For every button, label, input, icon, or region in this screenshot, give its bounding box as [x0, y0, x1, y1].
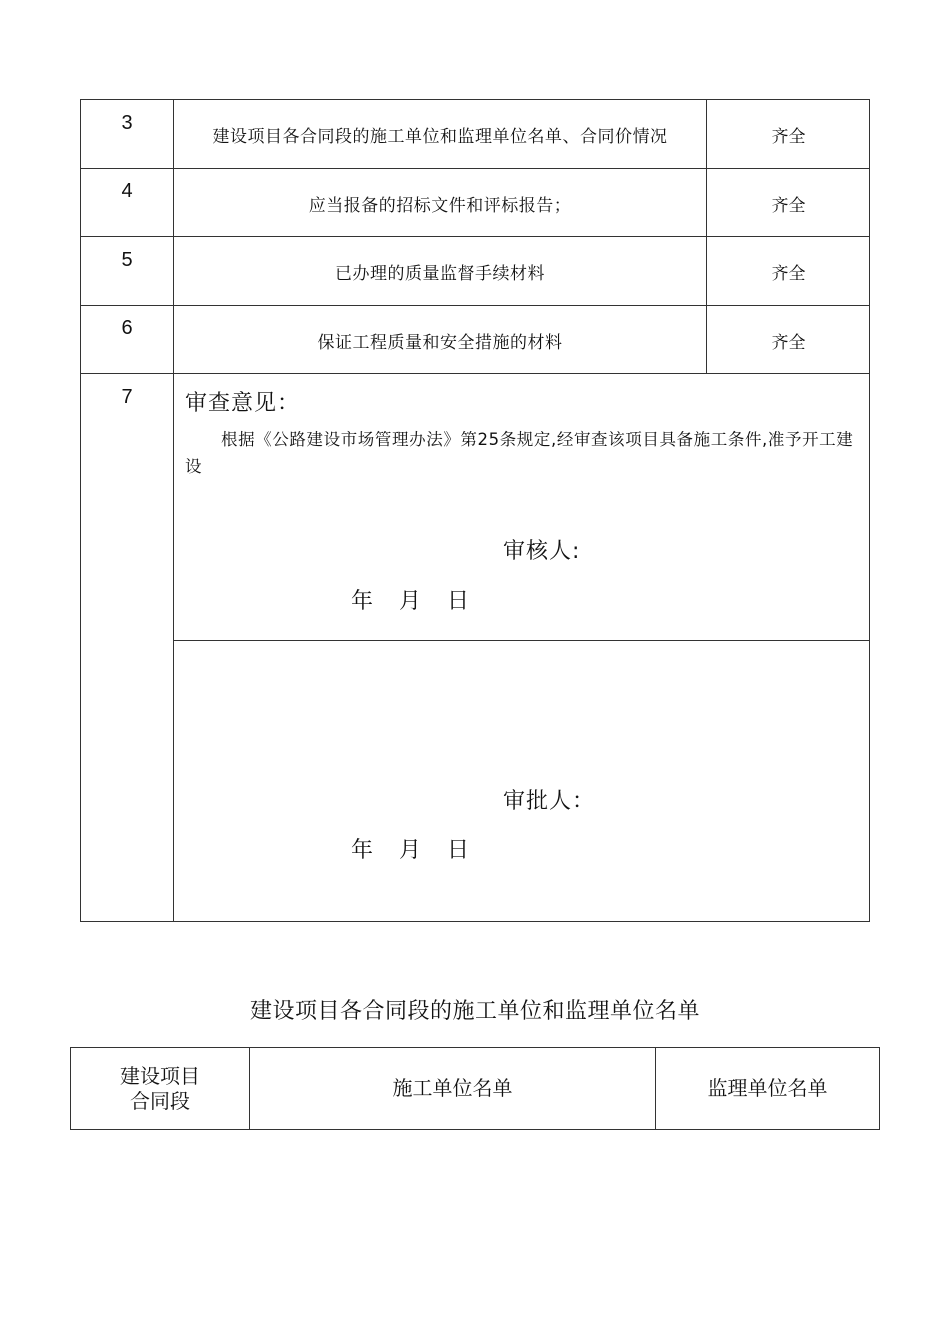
row-divider — [81, 236, 869, 237]
row-status: 齐全 — [771, 264, 806, 284]
row-item: 保证工程质量和安全措施的材料 — [317, 333, 563, 353]
row-item: 已办理的质量监督手续材料 — [335, 264, 545, 284]
units-table — [70, 1047, 880, 1130]
row-number: 3 — [121, 112, 133, 134]
approval-date — [351, 833, 495, 864]
units-list-title: 建设项目各合同段的施工单位和监理单位名单 — [249, 999, 700, 1024]
row-number: 4 — [121, 180, 133, 202]
row-number: 7 — [121, 386, 133, 408]
approver-label: 审批人： — [503, 789, 596, 814]
review-date — [351, 584, 495, 615]
column-divider — [173, 100, 174, 921]
reviewer-label: 审核人: — [503, 539, 581, 564]
row-item: 建设项目各合同段的施工单位和监理单位名单、合同价情况 — [212, 127, 668, 147]
row-divider — [81, 373, 869, 374]
date-year: 年 — [351, 589, 374, 614]
date-day: 日 — [447, 589, 470, 614]
row-number: 6 — [121, 317, 133, 339]
row-status: 齐全 — [771, 127, 806, 147]
header-supervision-units: 监理单位名单 — [707, 1076, 828, 1100]
header-contract-section: 建设项目 合同段 — [120, 1063, 200, 1113]
row-status: 齐全 — [771, 333, 806, 353]
date-month: 月 — [399, 589, 422, 614]
date-year: 年 — [351, 838, 374, 863]
date-day: 日 — [447, 838, 470, 863]
row-item: 应当报备的招标文件和评标报告； — [308, 196, 572, 216]
row-status: 齐全 — [771, 196, 806, 216]
row-divider — [81, 168, 869, 169]
row-number: 5 — [121, 249, 133, 271]
review-opinion-text: 根据《公路建设市场管理办法》第25条规定,经审查该项目具备施工条件,准予开工建设 — [185, 430, 854, 476]
row-divider — [81, 305, 869, 306]
date-month: 月 — [399, 838, 422, 863]
review-table — [80, 99, 870, 922]
header-construction-units: 施工单位名单 — [392, 1076, 513, 1100]
review-opinion-title: 审查意见： — [185, 391, 301, 416]
row-divider — [174, 640, 869, 641]
